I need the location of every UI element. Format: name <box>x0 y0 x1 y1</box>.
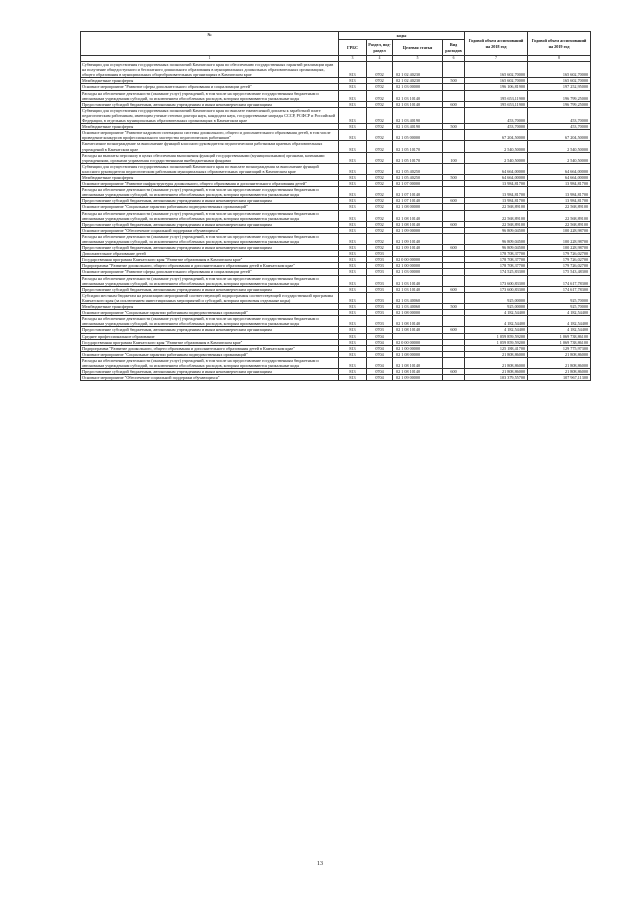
row-target-article: 02 1 05 40250 <box>393 163 443 174</box>
row-name: Среднее профессиональное образование <box>81 333 339 339</box>
row-amount-2019: 21 808,86000 <box>528 351 591 357</box>
row-expense-type: 600 <box>443 245 465 251</box>
table-row <box>81 375 591 381</box>
row-target-article: 02 1 07 10140 <box>393 198 443 204</box>
row-razdel: 0702 <box>367 152 393 163</box>
row-name: Субсидии местным бюджетам на реализацию мероприятий соответствующей подпрограммы соответствующей государственной программы Камчатского края (за исключением инвестиционных мероприятий и субсидий, которым присвоены отдельные коды) <box>81 292 339 303</box>
row-grbs: 813 <box>339 251 367 257</box>
row-expense-type <box>443 163 465 174</box>
row-razdel: 0702 <box>367 101 393 107</box>
row-target-article: 02 1 05 10170 <box>393 141 443 152</box>
row-grbs: 813 <box>339 357 367 368</box>
row-name: Подпрограмма "Развитие дошкольного, общего образования и дополнительного образования детей в Камчатском крае" <box>81 345 339 351</box>
row-expense-type: 600 <box>443 221 465 227</box>
row-name: Межбюджетные трансферты <box>81 124 339 130</box>
row-razdel: 0702 <box>367 107 393 123</box>
row-expense-type: 600 <box>443 327 465 333</box>
row-target-article: 02 1 05 10170 <box>393 152 443 163</box>
row-name: Основное мероприятие "Развитие кадрового потенциала системы дошкольного, общего и дополнительного образования детей, в том числе проведение конкурсов профессионального мастерства педагогических работников" <box>81 130 339 141</box>
row-expense-type <box>443 375 465 381</box>
row-amount-2019: 174 617,78300 <box>528 275 591 286</box>
row-name: Предоставление субсидий бюджетным, автономным учреждениям и иным некоммерческим организациям <box>81 198 339 204</box>
row-name: Основное мероприятие "Обеспечение социальной поддержки обучающихся" <box>81 227 339 233</box>
row-amount-2019: 22 568,89100 <box>528 210 591 221</box>
row-name: Основное мероприятие "Социальные гарантии работникам подведомственных организаций" <box>81 351 339 357</box>
row-razdel: 0703 <box>367 257 393 263</box>
row-amount-2018: 195 653,11900 <box>465 90 528 101</box>
row-razdel: 0702 <box>367 124 393 130</box>
row-amount-2019: 165 602,70000 <box>528 78 591 84</box>
row-amount-2018: 1 059 859,59200 <box>465 333 528 339</box>
row-razdel: 0702 <box>367 163 393 174</box>
row-grbs: 813 <box>339 152 367 163</box>
budget-table <box>80 31 591 381</box>
row-target-article: 02 1 07 10140 <box>393 187 443 198</box>
row-target-article: 02 1 05 40250 <box>393 174 443 180</box>
row-grbs: 813 <box>339 174 367 180</box>
row-razdel: 0702 <box>367 227 393 233</box>
row-amount-2019: 196 799,25000 <box>528 90 591 101</box>
table-row <box>81 163 591 174</box>
row-target-article: 02 1 07 00000 <box>393 181 443 187</box>
table-row <box>81 292 591 303</box>
row-amount-2018: 13 984,81700 <box>465 181 528 187</box>
row-amount-2018: 2 540,50000 <box>465 141 528 152</box>
row-grbs: 813 <box>339 333 367 339</box>
row-razdel: 0703 <box>367 275 393 286</box>
row-name: Дополнительное образование детей <box>81 251 339 257</box>
table-row <box>81 233 591 244</box>
row-amount-2018: 925,00000 <box>465 292 528 303</box>
row-amount-2019: 100 228,98700 <box>528 227 591 233</box>
row-name: Расходы на обеспечение деятельности (оказание услуг) учреждений, в том числе на предоставление государственным бюджетным и автономным учреждениям субсидий, за исключением обособленных расходов, которым присваиваются уникальные коды <box>81 187 339 198</box>
header-codes: коды <box>339 32 465 40</box>
row-amount-2019: 21 808,86000 <box>528 369 591 375</box>
row-grbs: 813 <box>339 141 367 152</box>
row-amount-2018: 173 600,83300 <box>465 286 528 292</box>
row-grbs: 813 <box>339 339 367 345</box>
row-razdel: 0703 <box>367 292 393 303</box>
row-grbs: 813 <box>339 275 367 286</box>
row-amount-2019: 129 775,97300 <box>528 345 591 351</box>
row-amount-2019: 13 984,81700 <box>528 198 591 204</box>
row-target-article: 02 1 03 10140 <box>393 101 443 107</box>
row-grbs: 813 <box>339 78 367 84</box>
row-target-article: 02 1 03 40060 <box>393 292 443 303</box>
row-grbs: 813 <box>339 345 367 351</box>
row-amount-2019: 174 617,78300 <box>528 286 591 292</box>
row-amount-2019: 197 252,95000 <box>528 84 591 90</box>
row-razdel: 0703 <box>367 286 393 292</box>
header-index: 1 <box>81 56 339 62</box>
row-razdel: 0702 <box>367 174 393 180</box>
row-amount-2018: 67 204,50000 <box>465 130 528 141</box>
row-grbs: 813 <box>339 84 367 90</box>
row-amount-2018: 96 809,04500 <box>465 233 528 244</box>
row-amount-2018: 13 984,81700 <box>465 198 528 204</box>
row-target-article: 02 1 03 40190 <box>393 124 443 130</box>
row-grbs: 813 <box>339 327 367 333</box>
row-grbs: 813 <box>339 233 367 244</box>
row-name: Предоставление субсидий бюджетным, автономным учреждениям и иным некоммерческим организациям <box>81 245 339 251</box>
row-razdel: 0704 <box>367 375 393 381</box>
row-target-article: 02 1 09 00000 <box>393 227 443 233</box>
row-grbs: 813 <box>339 221 367 227</box>
row-target-article: 02 1 08 10140 <box>393 221 443 227</box>
header-vr: Вид расходов <box>443 40 465 56</box>
row-amount-2019: 179 726,02700 <box>528 257 591 263</box>
row-name: Предоставление субсидий бюджетным, автономным учреждениям и иным некоммерческим организациям <box>81 327 339 333</box>
table-row <box>81 130 591 141</box>
row-razdel: 0702 <box>367 233 393 244</box>
row-grbs: 813 <box>339 351 367 357</box>
row-grbs: 813 <box>339 292 367 303</box>
table-row <box>81 152 591 163</box>
row-amount-2019: 925,70000 <box>528 292 591 303</box>
table-row <box>81 141 591 152</box>
row-expense-type <box>443 275 465 286</box>
row-amount-2019: 100 228,98700 <box>528 233 591 244</box>
row-amount-2018: 925,00000 <box>465 304 528 310</box>
row-razdel: 0704 <box>367 339 393 345</box>
row-grbs: 813 <box>339 369 367 375</box>
row-amount-2018: 178 708,37700 <box>465 257 528 263</box>
table-row <box>81 187 591 198</box>
row-target-article: 02 1 08 10140 <box>393 369 443 375</box>
row-grbs: 813 <box>339 286 367 292</box>
row-grbs: 813 <box>339 124 367 130</box>
row-amount-2018: 165 602,70000 <box>465 62 528 78</box>
row-amount-2019: 4 182,54400 <box>528 316 591 327</box>
row-amount-2019: 4 182,54400 <box>528 310 591 316</box>
row-amount-2018: 453,70000 <box>465 124 528 130</box>
row-razdel: 0704 <box>367 345 393 351</box>
row-amount-2018: 21 808,86000 <box>465 351 528 357</box>
row-name: Ежемесячное вознаграждение за выполнение функций классного руководителя педагогическим работникам краевых образовательных учреждений в Камчатском крае <box>81 141 339 152</box>
row-grbs: 813 <box>339 375 367 381</box>
table-row <box>81 62 591 78</box>
row-name: Государственная программа Камчатского края "Развитие образования в Камчатском крае" <box>81 257 339 263</box>
row-amount-2018: 4 182,54400 <box>465 327 528 333</box>
row-grbs: 813 <box>339 107 367 123</box>
row-name: Предоставление субсидий бюджетным, автономным учреждениям и иным некоммерческим организациям <box>81 221 339 227</box>
row-amount-2018: 13 984,81700 <box>465 187 528 198</box>
row-expense-type <box>443 90 465 101</box>
row-amount-2018: 4 182,54400 <box>465 310 528 316</box>
table-row <box>81 275 591 286</box>
row-razdel: 0702 <box>367 78 393 84</box>
row-name: Расходы на обеспечение деятельности (оказание услуг) учреждений, в том числе на предоставление государственным бюджетным и автономным учреждениям субсидий, за исключением обособленных расходов, которым присваиваются уникальные коды <box>81 357 339 368</box>
row-razdel: 0702 <box>367 198 393 204</box>
header-index: 5 <box>393 56 443 62</box>
row-grbs: 813 <box>339 245 367 251</box>
row-amount-2019: 21 808,86000 <box>528 357 591 368</box>
row-grbs: 813 <box>339 210 367 221</box>
row-target-article: 02 1 00 00000 <box>393 263 443 269</box>
row-amount-2019: 4 182,54400 <box>528 327 591 333</box>
row-name: Расходы на обеспечение деятельности (оказание услуг) учреждений, в том числе на предоставление государственным бюджетным и автономным учреждениям субсидий, за исключением обособленных расходов, которым присваиваются уникальные коды <box>81 90 339 101</box>
row-target-article: 02 1 03 10140 <box>393 286 443 292</box>
row-target-article: 02 1 03 00000 <box>393 269 443 275</box>
row-expense-type: 600 <box>443 101 465 107</box>
table-body <box>81 62 591 381</box>
header-grbs: ГРБС <box>339 40 367 56</box>
row-amount-2019: 925,70000 <box>528 304 591 310</box>
row-target-article: 02 1 09 00000 <box>393 375 443 381</box>
page-number: 13 <box>317 861 323 867</box>
row-grbs: 813 <box>339 90 367 101</box>
row-amount-2019: 107 967,11300 <box>528 375 591 381</box>
row-razdel: 0702 <box>367 181 393 187</box>
header-cs: Целевая статья <box>393 40 443 56</box>
row-razdel: 0703 <box>367 251 393 257</box>
row-name: Основное мероприятие "Развитие сферы дополнительного образования и социализации детей" <box>81 269 339 275</box>
row-amount-2019: 179 726,02700 <box>528 263 591 269</box>
row-amount-2019: 1 069 738,86100 <box>528 339 591 345</box>
header-num: № <box>81 32 339 56</box>
row-target-article: 02 1 03 40060 <box>393 304 443 310</box>
row-name: Предоставление субсидий бюджетным, автономным учреждениям и иным некоммерческим организациям <box>81 369 339 375</box>
row-amount-2018: 196 106,81900 <box>465 84 528 90</box>
row-name: Предоставление субсидий бюджетным, автономным учреждениям и иным некоммерческим организациям <box>81 286 339 292</box>
row-razdel: 0703 <box>367 269 393 275</box>
row-target-article: 02 1 08 00000 <box>393 310 443 316</box>
row-amount-2018: 96 809,04500 <box>465 227 528 233</box>
row-name: Основное мероприятие "Социальные гарантии работникам подведомственных организаций" <box>81 204 339 210</box>
row-amount-2018: 2 540,50000 <box>465 152 528 163</box>
row-expense-type: 600 <box>443 369 465 375</box>
row-target-article: 02 1 02 40230 <box>393 62 443 78</box>
row-grbs: 813 <box>339 227 367 233</box>
row-amount-2018: 125 188,41700 <box>465 345 528 351</box>
row-expense-type: 500 <box>443 304 465 310</box>
row-amount-2018: 174 525,83300 <box>465 269 528 275</box>
row-razdel: 0702 <box>367 187 393 198</box>
row-expense-type <box>443 187 465 198</box>
header-year2: Годовой объем ассигнований на 2019 год <box>528 32 591 56</box>
row-name: Государственная программа Камчатского края "Развитие образования в Камчатском крае" <box>81 339 339 345</box>
row-amount-2018: 453,70000 <box>465 107 528 123</box>
row-expense-type: 500 <box>443 174 465 180</box>
row-grbs: 813 <box>339 316 367 327</box>
row-amount-2018: 96 809,04500 <box>465 245 528 251</box>
row-amount-2018: 21 808,86000 <box>465 369 528 375</box>
header-index: 4 <box>367 56 393 62</box>
row-amount-2019: 453,70000 <box>528 107 591 123</box>
row-amount-2019: 175 543,48300 <box>528 269 591 275</box>
row-grbs: 813 <box>339 101 367 107</box>
row-expense-type <box>443 292 465 303</box>
table-header <box>81 32 591 62</box>
row-expense-type <box>443 210 465 221</box>
row-target-article: 02 1 08 10140 <box>393 327 443 333</box>
row-expense-type: 600 <box>443 286 465 292</box>
row-razdel: 0702 <box>367 130 393 141</box>
row-razdel: 0703 <box>367 327 393 333</box>
row-name: Основное мероприятие "Социальные гарантии работникам подведомственных организаций" <box>81 310 339 316</box>
row-name: Субвенции для осуществления государственных полномочий Камчатского края по обеспечению государственных гарантий реализации прав на получение общедоступного и бесплатного дошкольного образования в муниципальных дошкольных образовательных организациях, общего образования в муниципальных общеобразовательных организациях в Камчатском крае <box>81 62 339 78</box>
row-amount-2018: 22 568,89100 <box>465 210 528 221</box>
row-target-article: 02 1 03 40190 <box>393 107 443 123</box>
row-expense-type <box>443 357 465 368</box>
row-target-article: 02 1 09 10140 <box>393 233 443 244</box>
row-amount-2019: 453,70000 <box>528 124 591 130</box>
row-amount-2019: 2 540,50000 <box>528 152 591 163</box>
row-target-article: 02 1 09 10140 <box>393 245 443 251</box>
row-amount-2018: 178 708,37700 <box>465 251 528 257</box>
row-expense-type: 100 <box>443 152 465 163</box>
header-razdel: Раздел, под-раздел <box>367 40 393 56</box>
row-name: Расходы на выплаты персоналу в целях обеспечения выполнения функций государственными (муниципальными) органами, казенными учреждениями, органами управления государственными внебюджетными фондами <box>81 152 339 163</box>
header-index: 6 <box>443 56 465 62</box>
row-target-article: 02 1 05 00000 <box>393 130 443 141</box>
row-expense-type <box>443 141 465 152</box>
row-razdel: 0703 <box>367 316 393 327</box>
row-amount-2018: 1 059 859,59200 <box>465 339 528 345</box>
table-row <box>81 357 591 368</box>
row-amount-2019: 165 602,70000 <box>528 62 591 78</box>
row-amount-2019: 13 984,81700 <box>528 181 591 187</box>
row-name: Межбюджетные трансферты <box>81 174 339 180</box>
row-razdel: 0702 <box>367 210 393 221</box>
row-grbs: 813 <box>339 204 367 210</box>
row-target-article: 02 1 03 10140 <box>393 90 443 101</box>
row-amount-2018: 195 653,11900 <box>465 101 528 107</box>
row-name: Расходы на обеспечение деятельности (оказание услуг) учреждений, в том числе на предоставление государственным бюджетным и автономным учреждениям субсидий, за исключением обособленных расходов, которым присваиваются уникальные коды <box>81 316 339 327</box>
row-amount-2019: 64 664,00000 <box>528 174 591 180</box>
header-index: 7 <box>465 56 528 62</box>
row-amount-2019: 64 664,00000 <box>528 163 591 174</box>
row-amount-2019: 196 799,25000 <box>528 101 591 107</box>
row-expense-type: 500 <box>443 124 465 130</box>
row-razdel: 0702 <box>367 245 393 251</box>
row-amount-2018: 22 568,89100 <box>465 221 528 227</box>
row-razdel: 0703 <box>367 310 393 316</box>
row-razdel: 0702 <box>367 204 393 210</box>
row-name: Основное мероприятие "Развитие инфраструктуры дошкольного, общего образования и дополнительного образования детей" <box>81 181 339 187</box>
row-expense-type: 500 <box>443 78 465 84</box>
row-target-article: 02 1 08 10140 <box>393 316 443 327</box>
row-expense-type <box>443 130 465 141</box>
row-name: Основное мероприятие "Развитие сферы дополнительного образования и социализации детей" <box>81 84 339 90</box>
row-grbs: 813 <box>339 181 367 187</box>
row-grbs: 813 <box>339 62 367 78</box>
row-amount-2018: 22 568,89100 <box>465 204 528 210</box>
row-expense-type <box>443 233 465 244</box>
header-index: 8 <box>528 56 591 62</box>
row-grbs: 813 <box>339 269 367 275</box>
row-razdel: 0704 <box>367 357 393 368</box>
row-razdel: 0702 <box>367 84 393 90</box>
row-target-article: 02 1 03 00000 <box>393 84 443 90</box>
row-target-article: 02 1 03 10140 <box>393 275 443 286</box>
row-name: Расходы на обеспечение деятельности (оказание услуг) учреждений, в том числе на предоставление государственным бюджетным и автономным учреждениям субсидий, за исключением обособленных расходов, которым присваиваются уникальные коды <box>81 275 339 286</box>
row-name: Подпрограмма "Развитие дошкольного, общего образования и дополнительного образования детей в Камчатском крае" <box>81 263 339 269</box>
row-grbs: 813 <box>339 310 367 316</box>
row-target-article: 02 1 02 40230 <box>393 78 443 84</box>
row-amount-2018: 173 600,83300 <box>465 275 528 286</box>
row-target-article: 02 1 08 00000 <box>393 351 443 357</box>
row-expense-type <box>443 316 465 327</box>
row-amount-2019: 1 069 738,86100 <box>528 333 591 339</box>
row-razdel: 0702 <box>367 90 393 101</box>
header-year1: Годовой объем ассигнований на 2018 год <box>465 32 528 56</box>
row-razdel: 0702 <box>367 221 393 227</box>
row-target-article: 02 1 08 00000 <box>393 204 443 210</box>
row-amount-2018: 178 708,37700 <box>465 263 528 269</box>
row-name: Расходы на обеспечение деятельности (оказание услуг) учреждений, в том числе на предоставление государственным бюджетным и автономным учреждениям субсидий, за исключением обособленных расходов, которым присваиваются уникальные коды <box>81 210 339 221</box>
row-razdel: 0702 <box>367 62 393 78</box>
row-amount-2019: 22 568,89100 <box>528 204 591 210</box>
table-row <box>81 90 591 101</box>
row-target-article: 02 1 00 00000 <box>393 345 443 351</box>
row-target-article: 02 1 08 10140 <box>393 357 443 368</box>
table-row <box>81 107 591 123</box>
row-name: Расходы на обеспечение деятельности (оказание услуг) учреждений, в том числе на предоставление государственным бюджетным и автономным учреждениям субсидий, за исключением обособленных расходов, которым присваиваются уникальные коды <box>81 233 339 244</box>
row-name: Основное мероприятие "Обеспечение социальной поддержки обучающихся" <box>81 375 339 381</box>
row-name: Субвенции для осуществления государственных полномочий Камчатского края по выплате вознаграждения за выполнение функций классного руководителя педагогическим работникам муниципальных образовательных организаций в Камчатском крае <box>81 163 339 174</box>
row-amount-2019: 100 228,98700 <box>528 245 591 251</box>
row-name: Субвенции для осуществления государственных полномочий Камчатского края по выплате ежемесячной доплаты к заработной плате педагогическим работникам, имеющим ученые степени доктора наук, кандидата наук, государственные награды СССР, РСФСР и Российской Федерации, в отдельных муниципальных образовательных организациях в Камчатском крае <box>81 107 339 123</box>
row-amount-2018: 21 808,86000 <box>465 357 528 368</box>
row-grbs: 813 <box>339 263 367 269</box>
row-amount-2018: 64 664,00000 <box>465 163 528 174</box>
row-grbs: 813 <box>339 163 367 174</box>
row-target-article: 02 0 00 00000 <box>393 339 443 345</box>
row-razdel: 0704 <box>367 333 393 339</box>
row-grbs: 813 <box>339 130 367 141</box>
row-razdel: 0704 <box>367 351 393 357</box>
row-amount-2018: 64 664,00000 <box>465 174 528 180</box>
row-grbs: 813 <box>339 187 367 198</box>
row-name: Предоставление субсидий бюджетным, автономным учреждениям и иным некоммерческим организациям <box>81 101 339 107</box>
row-amount-2019: 13 984,81700 <box>528 187 591 198</box>
row-amount-2018: 165 602,70000 <box>465 78 528 84</box>
document-page <box>80 31 590 381</box>
row-expense-type <box>443 107 465 123</box>
table-row <box>81 316 591 327</box>
row-amount-2019: 2 540,50000 <box>528 141 591 152</box>
row-razdel: 0704 <box>367 369 393 375</box>
row-grbs: 813 <box>339 257 367 263</box>
row-target-article: 02 1 08 10140 <box>393 210 443 221</box>
row-amount-2018: 103 379,55700 <box>465 375 528 381</box>
row-amount-2019: 67 204,50000 <box>528 130 591 141</box>
row-razdel: 0702 <box>367 141 393 152</box>
row-name: Межбюджетные трансферты <box>81 304 339 310</box>
row-expense-type <box>443 62 465 78</box>
row-target-article: 02 0 00 00000 <box>393 257 443 263</box>
row-expense-type: 600 <box>443 198 465 204</box>
row-amount-2018: 4 182,54400 <box>465 316 528 327</box>
row-grbs: 813 <box>339 304 367 310</box>
header-index: 3 <box>339 56 367 62</box>
row-amount-2019: 179 726,02700 <box>528 251 591 257</box>
row-grbs: 813 <box>339 198 367 204</box>
row-razdel: 0703 <box>367 304 393 310</box>
row-razdel: 0703 <box>367 263 393 269</box>
table-row <box>81 210 591 221</box>
row-name: Межбюджетные трансферты <box>81 78 339 84</box>
row-amount-2019: 22 568,89100 <box>528 221 591 227</box>
